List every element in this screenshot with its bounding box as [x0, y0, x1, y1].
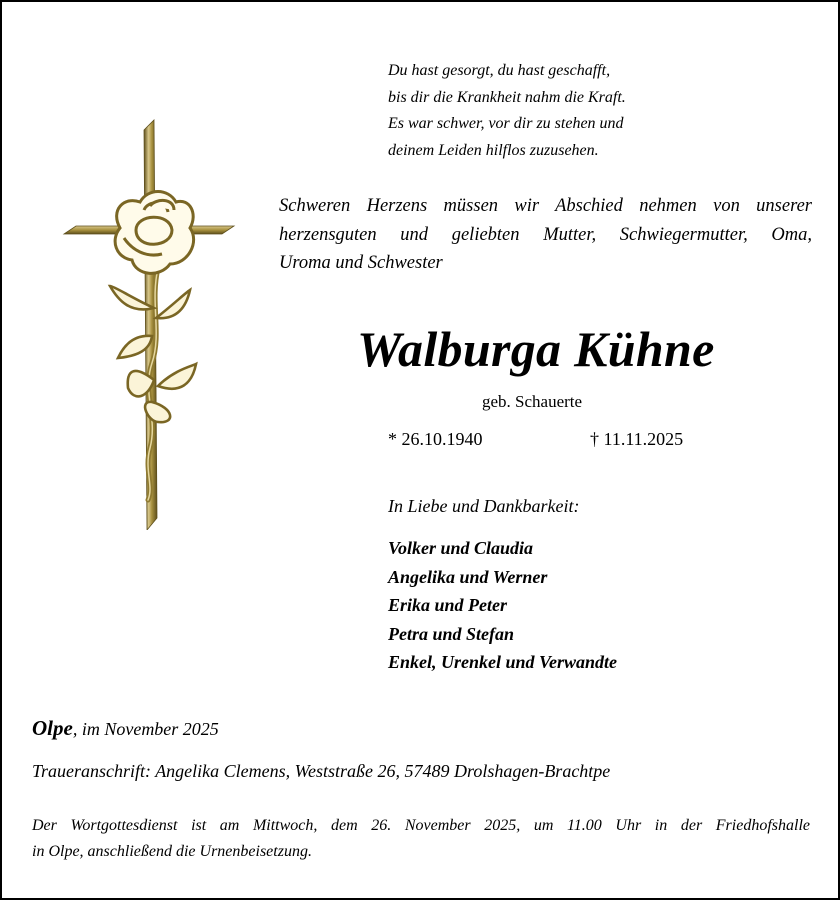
birth-date: * 26.10.1940: [388, 429, 483, 449]
intro-text: [279, 192, 812, 278]
mourner-item: Enkel, Urenkel und Verwandte: [388, 652, 618, 673]
mourners-list: [388, 534, 617, 677]
thanks-line: In Liebe und Dankbarkeit:: [388, 496, 580, 516]
place-date: [32, 715, 219, 742]
mourner-item: Petra und Stefan: [388, 623, 515, 644]
poem: [388, 58, 626, 164]
cross-with-rose-icon: [62, 118, 238, 530]
death-date: † 11.11.2025: [590, 429, 684, 449]
place-date-text: , im November 2025: [72, 719, 219, 739]
mourning-address: Traueranschrift: Angelika Clemens, Weststraße 26, 57489 Drolshagen-Brachtpe: [32, 761, 611, 781]
poem-line: Du hast gesorgt, du hast geschafft,: [388, 62, 611, 79]
poem-line: Es war schwer, vor dir zu stehen und: [388, 115, 624, 132]
service-line: in Olpe, anschließend die Urnenbeisetzung.: [32, 843, 312, 860]
mourner-item: Volker und Claudia: [388, 538, 534, 558]
deceased-name: Walburga Kühne: [357, 321, 715, 377]
service-info: [32, 813, 810, 865]
birth-name: geb. Schauerte: [482, 392, 583, 411]
poem-line: deinem Leiden hilflos zuzusehen.: [388, 141, 599, 159]
service-line: Der Wortgottesdienst ist am Mittwoch, dem 26. November 2025, um 11.00 Uhr in der Friedhofshalle: [32, 817, 810, 834]
mourner-item: Angelika und Werner: [388, 566, 548, 587]
intro-line: Uroma und Schwester: [279, 253, 443, 273]
place-city: Olpe: [32, 716, 73, 740]
mourner-item: Erika und Peter: [388, 595, 508, 616]
intro-line: herzensguten und geliebten Mutter, Schwiegermutter, Oma,: [279, 224, 812, 245]
poem-line: bis dir die Krankheit nahm die Kraft.: [388, 88, 626, 106]
intro-line: Schweren Herzens müssen wir Abschied nehmen von unserer: [279, 196, 812, 216]
